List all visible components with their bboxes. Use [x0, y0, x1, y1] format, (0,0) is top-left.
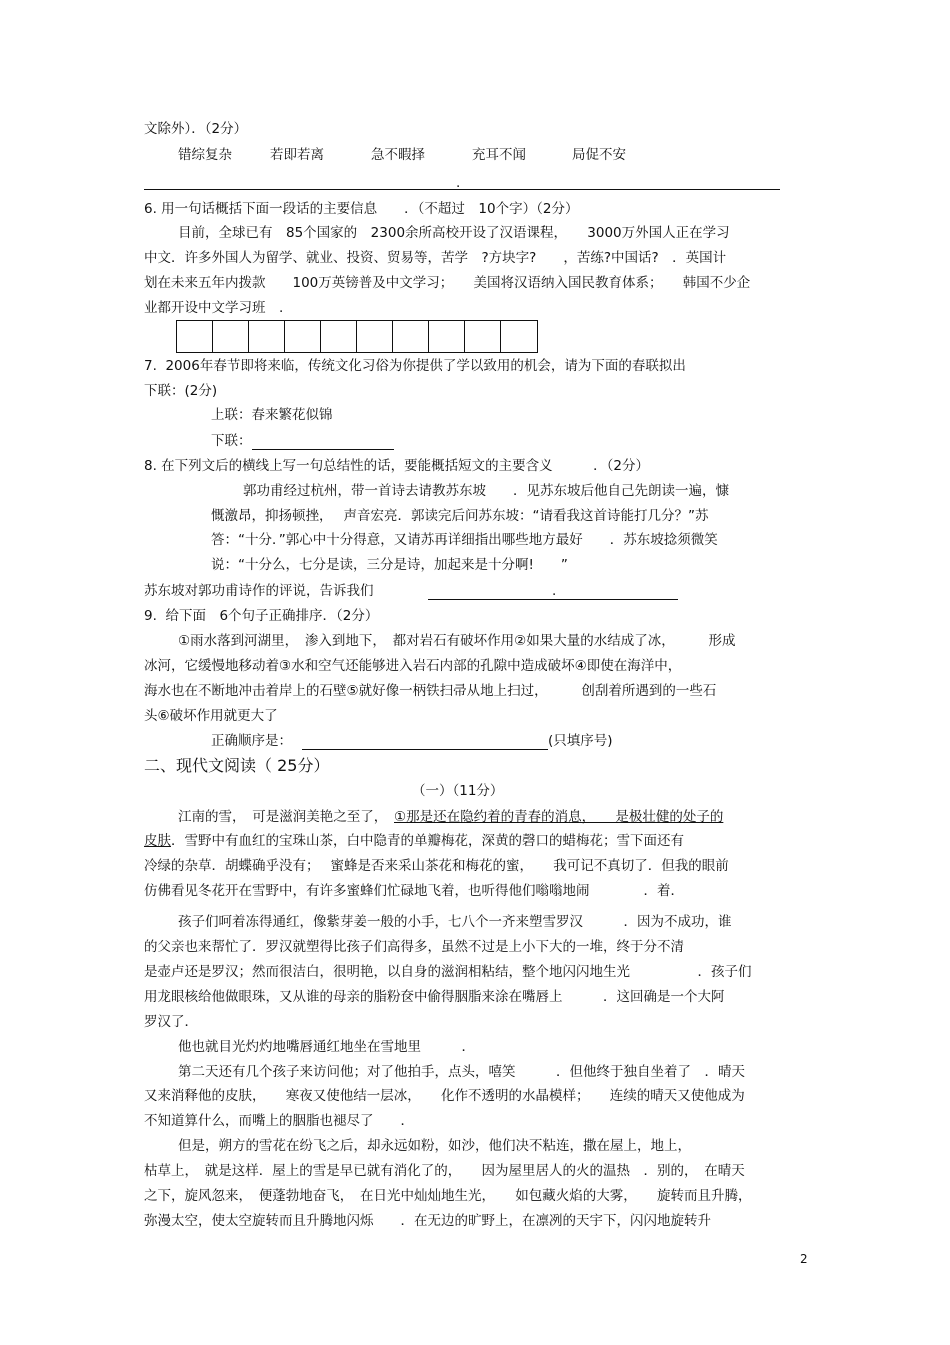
q6-line-3: 划在未来五年内拨款 100万英镑普及中文学习； 美国将汉语纳入国民教育体系； 韩国不少企: [144, 275, 751, 291]
grid-cell[interactable]: [465, 321, 501, 352]
q5-word-4: 充耳不闻: [472, 147, 526, 163]
passage-line: 之下，旋风忽来， 便蓬勃地奋飞， 在日光中灿灿地生光， 如包藏火焰的大雾， 旋转而且升腾，: [144, 1188, 752, 1204]
passage-line: 他也就目光灼灼地嘴唇通红地坐在雪地里 ．: [178, 1039, 475, 1055]
passage-a2-rest: ．雪野中有血红的宝珠山茶，白中隐青的单瓣梅花，深黄的磬口的蜡梅花；雪下面还有: [171, 833, 684, 849]
q5-tail: 文除外）．（2分）: [144, 121, 248, 137]
grid-cell[interactable]: [285, 321, 321, 352]
q8-dot: .: [552, 583, 557, 599]
passage-a1-pre: 江南的雪， 可是滋润美艳之至了，: [178, 809, 394, 825]
q8-line-3: 答：“十分．”郭心中十分得意，又请苏再详细指出哪些地方最好 ．苏东坡捻须微笑: [211, 532, 718, 548]
q9-line-4: 头⑥破坏作用就更大了: [144, 708, 278, 724]
q5-word-5: 局促不安: [572, 147, 626, 163]
q6-line-4: 业都开设中文学习班 .: [144, 300, 284, 316]
q8-line-1: 郭功甫经过杭州，带一首诗去请教苏东坡 ．见苏东坡后他自己先朗读一遍，慷: [243, 483, 729, 499]
q6-title: 6. 用一句话概括下面一段话的主要信息 ．（不超过 10个字）（2分）: [144, 201, 579, 217]
passage-line: 用龙眼核给他做眼珠，又从谁的母亲的脂粉奁中偷得胭脂来涂在嘴唇上 ．这回确是一个大阿: [144, 989, 725, 1005]
grid-cell[interactable]: [357, 321, 393, 352]
grid-cell[interactable]: [429, 321, 465, 352]
q9-line-3: 海水也在不断地冲击着岸上的石壁⑤就好像一柄铁扫帚从地上扫过， 创刮着所遇到的一些石: [144, 683, 717, 699]
q7-upper: 上联：春来繁花似锦: [211, 407, 333, 423]
q9-line-2: 冰河，它缓慢地移动着③水和空气还能够进入岩石内部的孔隙中造成破坏④即使在海洋中，: [144, 658, 682, 674]
passage-line: 第二天还有几个孩子来访问他；对了他拍手，点头，嘻笑 ．但他终于独自坐着了 ．晴天: [178, 1064, 745, 1080]
q6-line-1: 目前，全球已有 85个国家的 2300余所高校开设了汉语课程， 3000万外国人正在学习: [178, 225, 730, 241]
q5-answer-line[interactable]: [144, 189, 780, 190]
q5-word-1: 错综复杂: [178, 147, 232, 163]
passage-line: 弥漫太空，使太空旋转而且升腾地闪烁 ．在无边的旷野上，在凛冽的天宇下，闪闪地旋转升: [144, 1213, 711, 1229]
passage-line: 枯草上， 就是这样．屋上的雪是早已就有消化了的， 因为屋里居人的火的温热 ．别的， 在晴天: [144, 1163, 745, 1179]
passage-line: [144, 832, 684, 850]
q5-word-2: 若即若离: [270, 147, 324, 163]
q9-answer-label: 正确顺序是：: [211, 733, 292, 749]
passage-line: 是壶卢还是罗汉；然而很洁白，很明艳，以自身的滋润相粘结，整个地闪闪地生光 ．孩子们: [144, 964, 752, 980]
q8-line-5: 苏东坡对郭功甫诗作的评说，告诉我们: [144, 583, 374, 599]
q7-lower-blank[interactable]: [252, 433, 394, 450]
passage-line: [178, 808, 723, 826]
passage-line: 仿佛看见冬花开在雪野中，有许多蜜蜂们忙碌地飞着，也听得他们嗡嗡地闹 ．着．: [144, 883, 684, 899]
section2-heading: 二、现代文阅读（ 25分）: [144, 756, 330, 775]
q5-word-3: 急不暇择: [371, 147, 425, 163]
q6-answer-grid[interactable]: [176, 320, 538, 353]
q9-answer-blank[interactable]: [302, 733, 548, 750]
q7-title-2: 下联：(2分): [144, 383, 218, 399]
passage-underlined-2: 皮肤: [144, 833, 171, 849]
passage-line: 罗汉了．: [144, 1014, 198, 1030]
passage-line: 不知道算什么，而嘴上的胭脂也褪尽了 ．: [144, 1113, 414, 1129]
page-number: 2: [800, 1252, 808, 1266]
section2-sub: （一）（11分）: [412, 783, 504, 799]
passage-line: 冷绿的杂草．胡蝶确乎没有； 蜜蜂是否来采山茶花和梅花的蜜， 我可记不真切了．但我的眼前: [144, 858, 729, 874]
q9-answer-row: [211, 732, 613, 750]
grid-cell[interactable]: [501, 321, 537, 352]
q9-title: 9. 给下面 6个句子正确排序．（2分）: [144, 608, 379, 624]
q5-dot: .: [456, 175, 461, 191]
q9-line-1: ①雨水落到河湖里， 渗入到地下， 都对岩石有破坏作用②如果大量的水结成了冰， 形成: [178, 633, 736, 649]
q6-line-2: 中文．许多外国人为留学、就业、投资、贸易等，苦学 ?方块字? ，苦练?中国话? ．英国计: [144, 250, 727, 266]
q7-title: 7. 2006年春节即将来临，传统文化习俗为你提供了学以致用的机会，请为下面的春联拟出: [144, 358, 686, 374]
passage-line: 又来消释他的皮肤， 寒夜又使他结一层冰， 化作不透明的水晶模样； 连续的晴天又使他成为: [144, 1088, 745, 1104]
passage-line: 的父亲也来帮忙了．罗汉就塑得比孩子们高得多，虽然不过是上小下大的一堆，终于分不清: [144, 939, 684, 955]
grid-cell[interactable]: [321, 321, 357, 352]
q7-lower-wrap: [211, 432, 394, 450]
q8-title: 8. 在下列文后的横线上写一句总结性的话，要能概括短文的主要含义 ．（2分）: [144, 458, 650, 474]
passage-line: 但是，朔方的雪花在纷飞之后，却永远如粉，如沙，他们决不粘连，撒在屋上，地上，: [178, 1138, 691, 1154]
grid-cell[interactable]: [393, 321, 429, 352]
q8-line-4: 说：“十分么，七分是读，三分是诗，加起来是十分啊! ”: [211, 557, 568, 573]
passage-underlined-1: ①那是还在隐约着的青春的消息， 是极壮健的处子的: [394, 809, 724, 825]
q7-lower-label: 下联：: [211, 433, 252, 449]
grid-cell[interactable]: [177, 321, 213, 352]
grid-cell[interactable]: [213, 321, 249, 352]
passage-line: 孩子们呵着冻得通红，像紫芽姜一般的小手，七八个一齐来塑雪罗汉 ．因为不成功，谁: [178, 914, 732, 930]
grid-cell[interactable]: [249, 321, 285, 352]
q8-line-2: 慨激昂，抑扬顿挫， 声音宏亮．郭读完后问苏东坡：“请看我这首诗能打几分？”苏: [211, 508, 709, 524]
q9-answer-note: (只填序号): [548, 733, 613, 749]
